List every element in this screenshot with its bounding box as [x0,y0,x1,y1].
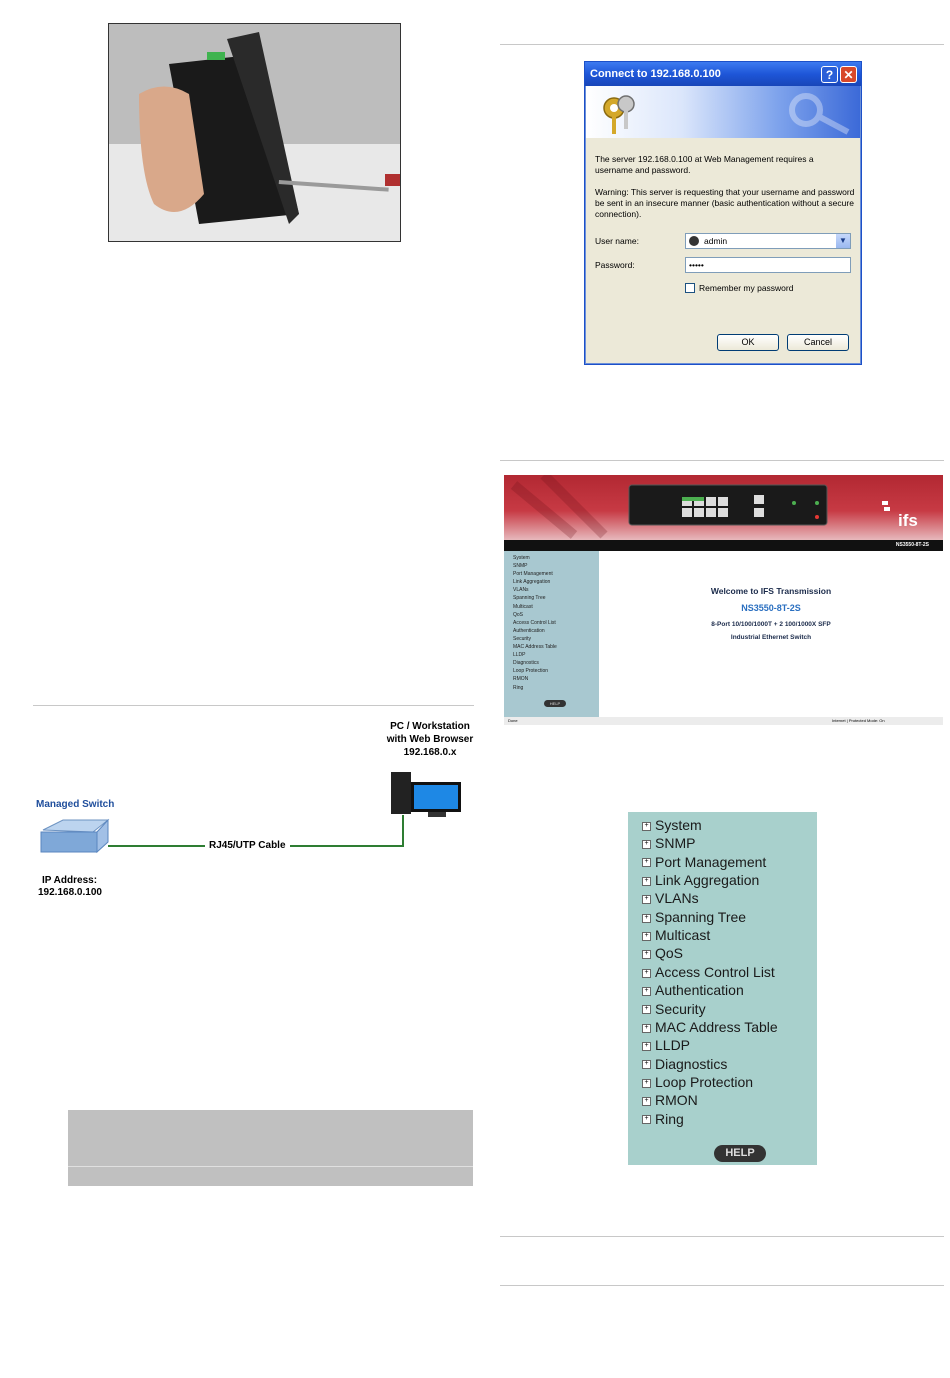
grey-table [68,1110,473,1186]
expand-icon[interactable]: + [642,1005,651,1014]
menu-item[interactable] [642,981,744,999]
divider [33,705,474,706]
expand-icon[interactable]: + [642,1024,651,1033]
menu-item-label: Spanning Tree [655,908,747,925]
web-sidebar-item[interactable]: Port Management [513,571,553,578]
expand-icon[interactable]: + [642,950,651,959]
pc-label-2: with Web Browser [386,734,474,745]
menu-item-label: Link Aggregation [655,872,760,889]
username-value: admin [704,236,728,246]
menu-item[interactable] [642,1018,778,1036]
menu-item[interactable] [642,816,702,834]
password-value: ••••• [689,260,704,270]
expand-icon[interactable]: + [642,895,651,904]
expand-icon[interactable]: + [642,914,651,923]
menu-item-label: Ring [655,1110,684,1127]
mounting-illustration [109,24,400,241]
remember-label: Remember my password [699,283,794,293]
web-sidebar-item[interactable]: Access Control List [513,619,556,626]
chevron-down-icon[interactable]: ▼ [836,234,850,248]
menu-item-label: RMON [655,1092,698,1109]
switch-icon [41,820,108,852]
security-warning: Warning: This server is requesting that your username and password be sent in an insecure manner (basic authentication without a secure connection). [595,187,855,219]
menu-item[interactable] [642,889,699,907]
menu-item[interactable] [642,963,775,981]
expand-icon[interactable]: + [642,1097,651,1106]
divider [500,44,944,45]
expand-icon[interactable]: + [642,1079,651,1088]
expand-icon[interactable]: + [642,840,651,849]
password-field[interactable] [685,257,851,273]
ip-address-label: IP Address: [42,875,98,886]
web-sidebar-item[interactable]: MAC Address Table [513,644,557,651]
username-field[interactable] [685,233,851,249]
username-label: User name: [595,236,639,246]
web-sidebar-item[interactable]: SNMP [513,563,528,570]
menu-item-label: System [655,817,702,833]
user-icon [689,236,699,246]
model-bar: NS3550-8T-2S [504,540,943,551]
network-diagram [33,760,478,900]
expand-icon[interactable]: + [642,877,651,886]
remember-checkbox[interactable] [685,283,695,293]
menu-item[interactable] [642,1110,684,1128]
expand-icon[interactable]: + [642,932,651,941]
menu-item-label: Multicast [655,927,711,944]
help-button[interactable]: HELP [714,1145,766,1162]
cancel-button[interactable]: Cancel [787,334,849,351]
menu-item[interactable] [642,1000,706,1018]
product-type: Industrial Ethernet Switch [730,634,812,641]
menu-item[interactable] [642,1036,690,1054]
web-sidebar-item[interactable]: Multicast [513,603,533,610]
web-sidebar-item[interactable]: Diagnostics [513,660,539,667]
menu-item[interactable] [642,908,746,926]
dialog-banner [586,86,860,138]
pc-label-1: PC / Workstation [390,721,470,732]
web-sidebar-item[interactable]: Spanning Tree [513,595,546,602]
web-sidebar-item[interactable]: VLANs [513,587,529,594]
welcome-title: Welcome to IFS Transmission [710,586,832,596]
server-message: The server 192.168.0.100 at Web Management requires a username and password. [595,154,814,175]
menu-item-label: MAC Address Table [655,1018,778,1035]
menu-item-label: Authentication [655,982,744,999]
menu-item-label: QoS [655,945,684,962]
dialog-title: Connect to 192.168.0.100 [585,62,861,86]
menu-item[interactable] [642,871,759,889]
menu-item-label: Loop Protection [655,1073,754,1090]
ip-address-value: 192.168.0.100 [38,887,102,898]
menu-item[interactable] [642,834,695,852]
menu-item-label: Security [655,1000,706,1017]
menu-item[interactable] [642,926,710,944]
expand-icon[interactable]: + [642,822,651,831]
web-help-button[interactable]: HELP [544,700,566,707]
menu-item[interactable] [642,1055,727,1073]
expand-icon[interactable]: + [642,858,651,867]
switch-label: Managed Switch [36,799,115,810]
divider [500,460,944,461]
status-right: Internet | Protected Mode: On [832,718,885,723]
web-sidebar-item[interactable]: Loop Protection [513,668,549,675]
menu-item-label: VLANs [655,890,699,907]
close-title-button[interactable]: ✕ [840,66,857,83]
web-sidebar-item[interactable]: LLDP [513,652,526,659]
ports-description: 8-Port 10/100/1000T + 2 100/1000X SFP [711,621,831,628]
web-header [504,475,943,540]
menu-item[interactable] [642,1091,698,1109]
menu-item-label: Access Control List [655,963,775,980]
brand-logo: ifs [898,511,918,530]
menu-item-label: Port Management [655,853,767,870]
expand-icon[interactable]: + [642,1060,651,1069]
web-sidebar [504,551,599,717]
function-menu [628,812,817,1165]
login-dialog [584,61,862,365]
status-left: Done [508,718,518,723]
menu-item-label: SNMP [655,835,696,852]
web-sidebar-item[interactable]: Authentication [513,627,545,634]
menu-item[interactable] [642,1073,753,1091]
web-sidebar-item[interactable]: RMON [513,676,529,683]
pc-ip-label: 192.168.0.x [403,747,457,758]
expand-icon[interactable]: + [642,1115,651,1124]
web-sidebar-item[interactable]: System [513,555,530,561]
divider [500,1236,944,1237]
keys-icon [586,86,860,138]
divider [500,1285,944,1286]
menu-item[interactable] [642,944,683,962]
web-main [599,551,943,717]
mounting-photo [108,23,401,242]
computer-icon [391,772,461,817]
expand-icon[interactable]: + [642,1042,651,1051]
password-label: Password: [595,260,635,270]
menu-item[interactable] [642,853,766,871]
web-sidebar-item[interactable]: QoS [513,611,524,618]
web-sidebar-item[interactable]: Ring [513,684,524,691]
web-ui-screenshot [504,475,943,725]
menu-item-label: LLDP [655,1037,691,1054]
menu-item-label: Diagnostics [655,1055,728,1072]
expand-icon[interactable]: + [642,987,651,996]
table-divider [68,1166,473,1167]
web-sidebar-item[interactable]: Link Aggregation [513,579,551,586]
browser-status-bar [504,717,943,725]
ok-button[interactable]: OK [717,334,779,351]
web-sidebar-item[interactable]: Security [513,635,532,642]
device-front-panel [504,475,943,540]
model-title: NS3550-8T-2S [741,603,801,613]
expand-icon[interactable]: + [642,969,651,978]
cable-label: RJ45/UTP Cable [205,839,290,852]
help-title-button[interactable]: ? [821,66,838,83]
